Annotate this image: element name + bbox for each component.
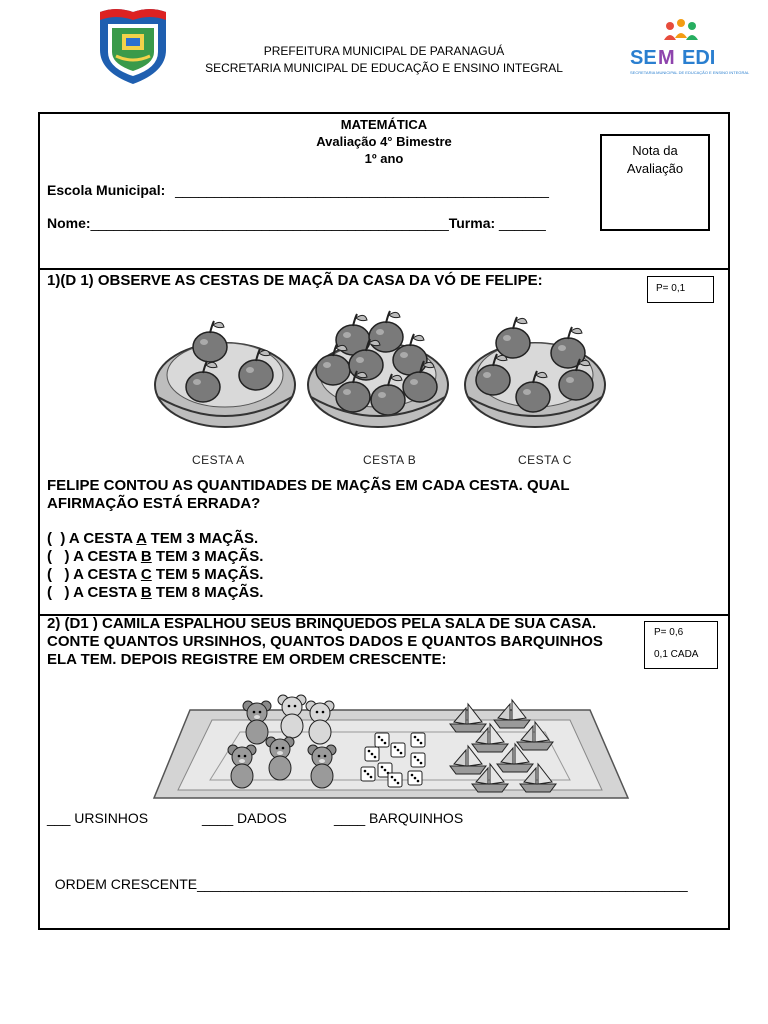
option-1-letter: A xyxy=(136,530,147,547)
question-2-points-total: P= 0,6 xyxy=(654,627,684,638)
svg-text:M: M xyxy=(658,47,675,69)
dice-count-field[interactable]: ____ DADOS xyxy=(202,810,287,826)
question-1-points xyxy=(647,276,714,303)
boats-count-field[interactable]: ____ BARQUINHOS xyxy=(334,810,464,826)
school-blank[interactable]: ________________________________________________ xyxy=(175,182,549,198)
option-3-rest: TEM 5 MAÇÃS. xyxy=(151,566,264,583)
question-2-line-3: ELA TEM. DEPOIS REGISTRE EM ORDEM CRESCENTE: xyxy=(47,651,447,668)
question-2-prompt xyxy=(47,615,603,669)
question-2-points-each: 0,1 CADA xyxy=(654,649,699,660)
question-2-line-1: 2) (D1 ) CAMILA ESPALHOU SEUS BRINQUEDOS PELA SALA DE SUA CASA. xyxy=(47,615,597,632)
svg-text:SECRETARIA MUNICIPAL DE EDUCAÇ: SECRETARIA MUNICIPAL DE EDUCAÇÃO E ENSINO INTEGRAL xyxy=(630,70,750,75)
bears-count-field[interactable]: ___ URSINHOS xyxy=(47,810,149,826)
class-label: Turma: xyxy=(448,215,496,231)
question-1-options xyxy=(47,530,263,602)
grade-box-label-2: Avaliação xyxy=(626,161,684,176)
svg-text:EDI: EDI xyxy=(682,47,716,69)
option-4-text: ( ) A CESTA xyxy=(47,584,141,601)
basket-b xyxy=(308,311,448,427)
ascending-order-blank[interactable]: _______________________________________________________________ xyxy=(197,876,688,892)
subject-title: MATEMÁTICA xyxy=(340,117,428,132)
option-1[interactable] xyxy=(47,530,263,548)
question-1-prompt-line-2: AFIRMAÇÃO ESTÁ ERRADA? xyxy=(47,495,261,512)
basket-label-c: CESTA C xyxy=(518,453,572,467)
option-2[interactable] xyxy=(47,548,263,566)
header-titles xyxy=(150,43,618,77)
option-4-rest: TEM 8 MAÇÃS. xyxy=(151,584,264,601)
semedi-logo xyxy=(626,18,750,80)
option-3[interactable] xyxy=(47,566,263,584)
basket-label-a: CESTA A xyxy=(192,453,245,467)
question-1-points-text: P= 0,1 xyxy=(656,283,686,294)
school-field[interactable] xyxy=(47,182,549,198)
class-blank[interactable]: ______ xyxy=(499,215,546,231)
option-1-rest: TEM 3 MAÇÃS. xyxy=(146,530,259,547)
name-field[interactable] xyxy=(47,215,546,231)
name-blank[interactable]: ______________________________________________ xyxy=(90,215,449,231)
grade-box-label-1: Nota da xyxy=(632,143,678,158)
basket-c xyxy=(465,317,605,427)
svg-text:SE: SE xyxy=(630,47,657,69)
question-2-points xyxy=(644,621,718,669)
option-2-letter: B xyxy=(140,548,152,565)
basket-a xyxy=(155,321,295,427)
option-4[interactable] xyxy=(47,584,263,602)
name-label: Nome: xyxy=(47,215,91,231)
exam-heading xyxy=(254,116,514,167)
ascending-order-label: ORDEM CRESCENTE xyxy=(54,876,198,892)
question-2-line-2: CONTE QUANTOS URSINHOS, QUANTOS DADOS E QUANTOS BARQUINHOS xyxy=(47,633,603,650)
grade-level: 1º ano xyxy=(364,151,404,166)
question-1-prompt xyxy=(47,477,570,513)
option-2-rest: TEM 3 MAÇÃS. xyxy=(151,548,264,565)
apple-baskets-illustration xyxy=(148,305,618,450)
option-3-letter: C xyxy=(140,566,152,583)
municipality-title: PREFEITURA MUNICIPAL DE PARANAGUÁ xyxy=(263,44,505,58)
school-label: Escola Municipal: xyxy=(47,182,166,198)
assessment-title: Avaliação 4° Bimestre xyxy=(316,134,452,149)
ascending-order-field[interactable] xyxy=(47,860,688,892)
grade-box[interactable] xyxy=(600,134,710,231)
option-3-text: ( ) A CESTA xyxy=(47,566,141,583)
department-title: SECRETARIA MUNICIPAL DE EDUCAÇÃO E ENSINO INTEGRAL xyxy=(205,61,563,75)
basket-label-b: CESTA B xyxy=(363,453,417,467)
question-1-prompt-line-1: FELIPE CONTOU AS QUANTIDADES DE MAÇÃS EM CADA CESTA. QUAL xyxy=(47,477,570,494)
option-1-text: ( ) A CESTA xyxy=(47,530,137,547)
question-1-title: 1)(D 1) OBSERVE AS CESTAS DE MAÇÃ DA CASA DA VÓ DE FELIPE: xyxy=(47,272,543,289)
toys-on-rug-illustration xyxy=(150,680,632,805)
option-4-letter: B xyxy=(140,584,152,601)
option-2-text: ( ) A CESTA xyxy=(47,548,141,565)
